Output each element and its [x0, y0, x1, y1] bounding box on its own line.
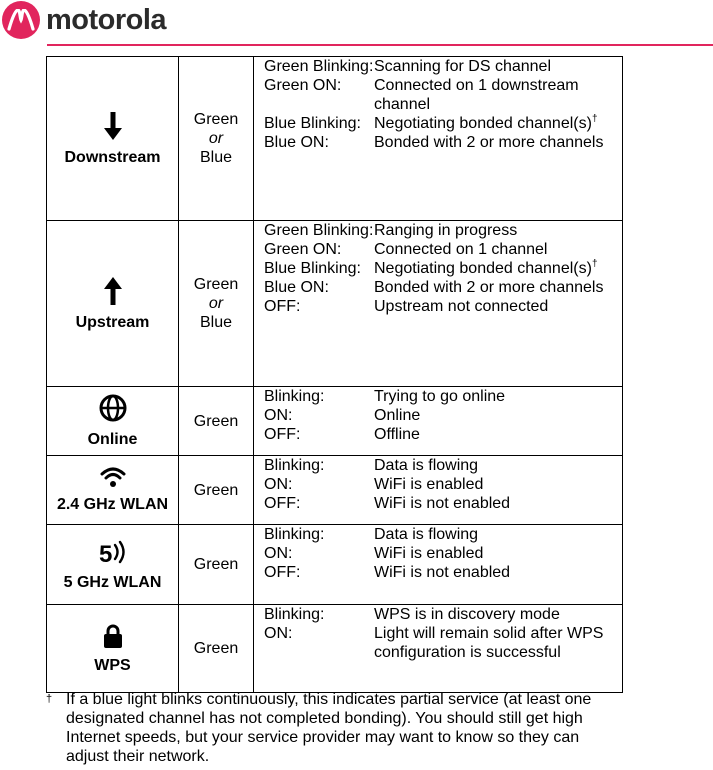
status-row: [264, 133, 618, 152]
status-state: OFF:: [264, 495, 301, 512]
status-row: [264, 525, 618, 544]
status-state: OFF:: [264, 564, 301, 581]
status-desc: [374, 259, 618, 278]
status-desc: [374, 475, 618, 494]
status-row: [264, 425, 618, 444]
arrow-down-icon: [47, 111, 178, 146]
led-color-cell: [179, 456, 254, 525]
led-status-cell: [254, 456, 623, 525]
status-desc-text: Negotiating bonded channel(s): [374, 260, 592, 277]
led-color-or: or: [208, 295, 224, 312]
footnote-mark: †: [46, 693, 53, 705]
status-state: Blue ON:: [264, 279, 329, 296]
led-row: [47, 387, 623, 456]
led-name-cell: [47, 387, 179, 456]
status-desc-text: Trying to go online: [374, 388, 506, 405]
status-state: Blue Blinking:: [264, 115, 361, 132]
led-color-cell: [179, 221, 254, 387]
led-name: 5 GHz WLAN: [63, 573, 162, 591]
led-name: Downstream: [64, 148, 161, 166]
status-desc-text: Data is flowing: [374, 457, 479, 474]
status-desc-text: WiFi is not enabled: [374, 564, 511, 581]
status-desc-text: Negotiating bonded channel(s): [374, 115, 592, 132]
status-desc: [374, 297, 618, 316]
led-color-cell: [179, 605, 254, 693]
footnote: [46, 690, 626, 766]
status-state: Blinking:: [264, 606, 325, 623]
status-state: Green ON:: [264, 77, 342, 94]
led-row: [47, 605, 623, 693]
led-name-cell: [47, 57, 179, 221]
status-state: Blinking:: [264, 457, 325, 474]
status-desc-text: Data is flowing: [374, 526, 479, 543]
led-name-cell: [47, 456, 179, 525]
status-row: [264, 624, 618, 662]
led-status-cell: [254, 221, 623, 387]
status-state: Blinking:: [264, 526, 325, 543]
status-desc-text: Connected on 1 channel: [374, 241, 548, 258]
led-color-or: or: [208, 130, 224, 147]
status-row: [264, 494, 618, 513]
led-row: [47, 525, 623, 605]
status-desc: [374, 221, 618, 240]
status-row: [264, 563, 618, 582]
svg-text:5: 5: [98, 540, 112, 566]
motorola-m-icon: [2, 1, 40, 39]
led-name: 2.4 GHz WLAN: [56, 496, 169, 513]
status-desc: [374, 57, 618, 76]
status-state: OFF:: [264, 298, 301, 315]
led-status-cell: [254, 525, 623, 605]
led-status-cell: [254, 387, 623, 456]
led-color-alt: Blue: [199, 314, 233, 331]
led-color-cell: [179, 525, 254, 605]
status-desc-text: Upstream not connected: [374, 298, 549, 315]
status-desc: [374, 456, 618, 475]
status-state: Blinking:: [264, 388, 325, 405]
led-color: Green: [193, 640, 239, 657]
status-desc: [374, 240, 618, 259]
status-desc-text: WiFi is not enabled: [374, 495, 511, 512]
status-desc: [374, 425, 618, 444]
footnote-text: If a blue light blinks continuously, this indicates partial service (at least one designated channel has not completed bonding). You should still get high Internet speeds, but your service provider may want to know so they can adjust their network.: [66, 691, 592, 765]
globe-icon: [47, 393, 178, 428]
status-desc: [374, 525, 618, 544]
led-name-cell: [47, 605, 179, 693]
led-color-cell: [179, 57, 254, 221]
status-state: Green Blinking:: [264, 222, 374, 239]
status-row: [264, 57, 618, 76]
led-color-cell: [179, 387, 254, 456]
status-state: Blue ON:: [264, 134, 329, 151]
status-row: [264, 114, 618, 133]
status-state: Green ON:: [264, 241, 342, 258]
led-name: Upstream: [75, 313, 150, 331]
status-desc-text: Connected on 1 downstream channel: [374, 77, 579, 113]
status-row: [264, 387, 618, 406]
status-state: ON:: [264, 545, 293, 562]
led-name-cell: [47, 525, 179, 605]
status-row: [264, 278, 618, 297]
led-row: [47, 57, 623, 221]
led-color: Green: [193, 111, 239, 128]
led-color: Green: [193, 481, 239, 499]
status-desc-text: Bonded with 2 or more channels: [374, 279, 604, 296]
status-desc: [374, 114, 618, 133]
status-row: [264, 76, 618, 114]
status-row: [264, 240, 618, 259]
led-status-cell: [254, 605, 623, 693]
status-desc-text: WiFi is enabled: [374, 476, 484, 493]
led-name: WPS: [94, 656, 131, 674]
led-row: [47, 456, 623, 525]
5ghz-wifi-icon: [47, 538, 178, 571]
led-color: Green: [193, 556, 239, 573]
status-desc: [374, 544, 618, 563]
status-desc-text: Light will remain solid after WPS configuration is successful: [374, 625, 604, 661]
motorola-logo: [0, 0, 166, 40]
wifi-icon: [47, 466, 178, 493]
led-row: [47, 221, 623, 387]
status-desc-text: Offline: [374, 426, 420, 443]
status-state: ON:: [264, 625, 293, 642]
led-name-cell: [47, 221, 179, 387]
header-rule: [47, 44, 713, 46]
status-desc: [374, 133, 618, 152]
status-row: [264, 297, 618, 316]
status-row: [264, 406, 618, 425]
status-desc-text: WiFi is enabled: [374, 545, 484, 562]
status-desc: [374, 278, 618, 297]
arrow-up-icon: [47, 276, 178, 311]
status-desc-text: Ranging in progress: [374, 222, 518, 239]
lock-icon: [47, 623, 178, 654]
status-desc-text: WPS is in discovery mode: [374, 606, 560, 623]
brand-name: motorola: [46, 3, 167, 36]
status-desc: [374, 605, 618, 624]
status-desc: [374, 563, 618, 582]
status-state: Blue Blinking:: [264, 260, 361, 277]
led-status-cell: [254, 57, 623, 221]
dagger-mark: †: [591, 258, 598, 270]
led-color: Green: [193, 276, 239, 293]
status-state: ON:: [264, 476, 293, 493]
status-desc-text: Scanning for DS channel: [374, 58, 551, 75]
status-row: [264, 456, 618, 475]
dagger-mark: †: [591, 113, 598, 125]
status-desc-text: Bonded with 2 or more channels: [374, 134, 604, 151]
led-color: Green: [193, 412, 239, 430]
status-desc: [374, 406, 618, 425]
led-name: Online: [87, 431, 138, 448]
status-desc: [374, 494, 618, 513]
led-color-alt: Blue: [199, 149, 233, 166]
status-desc: [374, 387, 618, 406]
status-desc: [374, 624, 618, 662]
status-row: [264, 259, 618, 278]
status-state: ON:: [264, 407, 293, 424]
status-row: [264, 221, 618, 240]
led-status-table: [46, 56, 623, 693]
status-desc-text: Online: [374, 407, 421, 424]
status-state: OFF:: [264, 426, 301, 443]
status-state: Green Blinking:: [264, 58, 374, 75]
status-row: [264, 544, 618, 563]
status-row: [264, 605, 618, 624]
status-row: [264, 475, 618, 494]
status-desc: [374, 76, 618, 114]
